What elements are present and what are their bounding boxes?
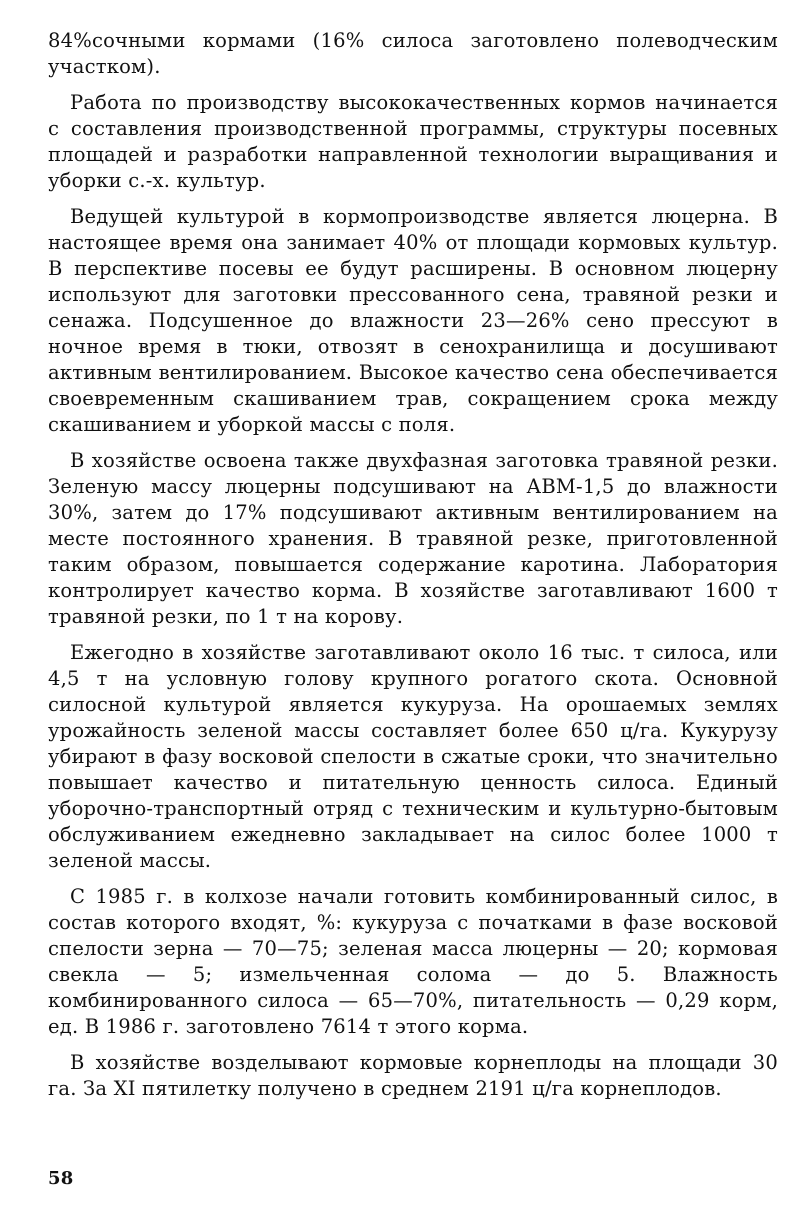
document-page [48,28,778,1218]
paragraph-lucerne: Ведущей культурой в кормопроизводстве является люцерна. В настоящее время она занимает 40% от площади кормовых культур. В перспективе посевы ее будут расширены. В основном люцерну используют для заготовки прессованного сена, травяной резки и сенажа. Подсушенное до влажности 23—26% сено прессуют в ночное время в тюки, отвозят в сенохранилища и досушивают активным вентилированием. Высокое качество сена обеспечивается своевременным скашиванием трав, сокращением срока между скашиванием и уборкой массы с поля. [48,205,778,436]
paragraph-continuation: 84%сочными кормами (16% силоса заготовлено полеводческим участком). [48,29,778,78]
paragraph-two-phase: В хозяйстве освоена также двухфазная заготовка травяной резки. Зеленую массу люцерны подсушивают на АВМ-1,5 до влажности 30%, затем до 17% подсушивают активным вентилированием на месте постоянного хранения. В травяной резке, приготовленной таким образом, повышается содержание каротина. Лаборатория контролирует качество корма. В хозяйстве заготавливают 1600 т травяной резки, по 1 т на корову. [48,449,778,628]
page-number: 58 [48,1168,74,1189]
paragraph-combined-silage: С 1985 г. в колхозе начали готовить комбинированный силос, в состав которого входят, %: кукуруза с початками в фазе восковой спелости зерна — 70—75; зеленая масса люцерны — 20; кормовая свекла — 5; измельченная солома — до 5. Влажность комбинированного силоса — 65—70%, питательность — 0,29 корм, ед. В 1986 г. заготовлено 7614 т этого корма. [48,885,778,1038]
paragraph-silage: Ежегодно в хозяйстве заготавливают около 16 тыс. т силоса, или 4,5 т на условную голову крупного рогатого скота. Основной силосной культурой является кукуруза. На орошаемых землях урожайность зеленой массы составляет более 650 ц/га. Кукурузу убирают в фазу восковой спелости в сжатые сроки, что значительно повышает качество и питательную ценность силоса. Единый уборочно-транспортный отряд с техническим и культурно-бытовым обслуживанием ежедневно закладывает на силос более 1000 т зеленой массы. [48,641,778,872]
paragraph-root-crops: В хозяйстве возделывают кормовые корнеплоды на площади 30 га. За XI пятилетку получено в среднем 2191 ц/га корнеплодов. [48,1051,778,1100]
paragraph-work-production: Работа по производству высококачественных кормов начинается с составления производственной программы, структуры посевных площадей и разработки направленной технологии выращивания и уборки с.-х. культур. [48,91,778,192]
